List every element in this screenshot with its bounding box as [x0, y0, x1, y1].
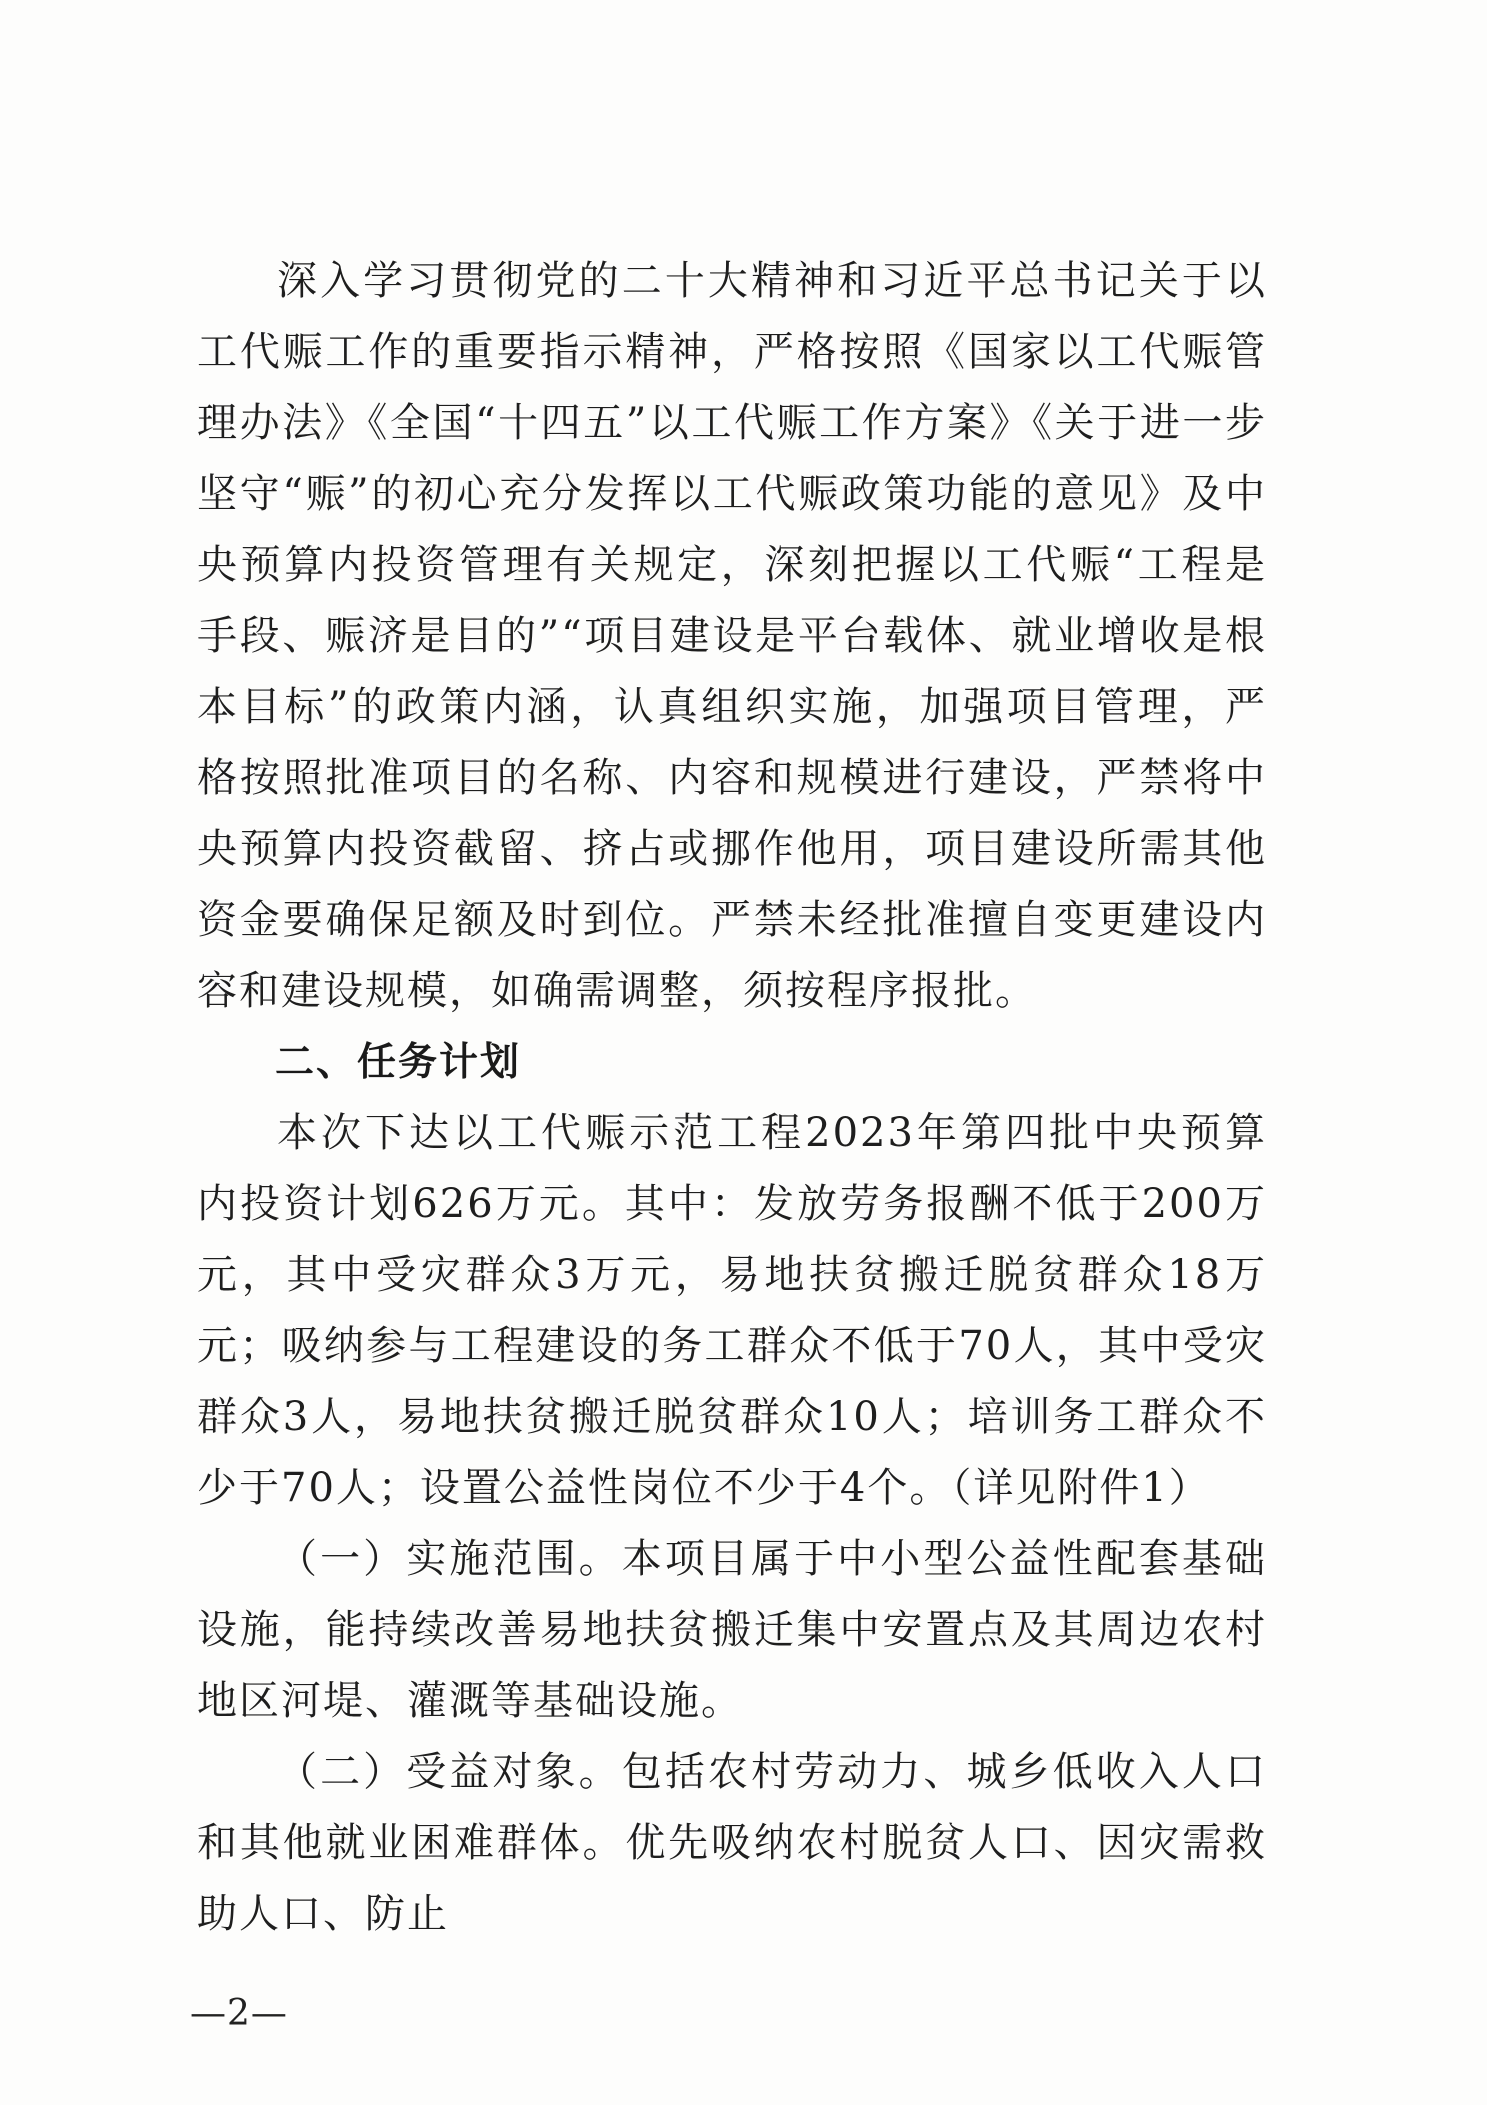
document-body: [197, 246, 1267, 1950]
paragraph-scope: （一）实施范围。本项目属于中小型公益性配套基础设施，能持续改善易地扶贫搬迁集中安置点及其周边农村地区河堤、灌溉等基础设施。: [197, 1536, 1267, 1724]
paragraph-beneficiaries: （二）受益对象。包括农村劳动力、城乡低收入人口和其他就业困难群体。优先吸纳农村脱贫人口、因灾需救助人口、防止: [197, 1749, 1267, 1937]
page-number: —2—: [190, 1993, 288, 2034]
section-heading-task-plan: 二、任务计划: [275, 1040, 522, 1085]
paragraph-task-plan: 本次下达以工代赈示范工程2023年第四批中央预算内投资计划626万元。其中：发放劳务报酬不低于200万元，其中受灾群众3万元，易地扶贫搬迁脱贫群众18万元；吸纳参与工程建设的务工群众不低于70人，其中受灾群众3人，易地扶贫搬迁脱贫群众10人；培训务工群众不少于70人；设置公益性岗位不少于4个。（详见附件1）: [197, 1110, 1267, 1511]
paragraph-guidelines: 深入学习贯彻党的二十大精神和习近平总书记关于以工代赈工作的重要指示精神，严格按照《国家以工代赈管理办法》《全国“十四五”以工代赈工作方案》《关于进一步坚守“赈”的初心充分发挥以工代赈政策功能的意见》及中央预算内投资管理有关规定，深刻把握以工代赈“工程是手段、赈济是目的”“项目建设是平台载体、就业增收是根本目标”的政策内涵，认真组织实施，加强项目管理，严格按照批准项目的名称、内容和规模进行建设，严禁将中央预算内投资截留、挤占或挪作他用，项目建设所需其他资金要确保足额及时到位。严禁未经批准擅自变更建设内容和建设规模，如确需调整，须按程序报批。: [197, 258, 1267, 1014]
